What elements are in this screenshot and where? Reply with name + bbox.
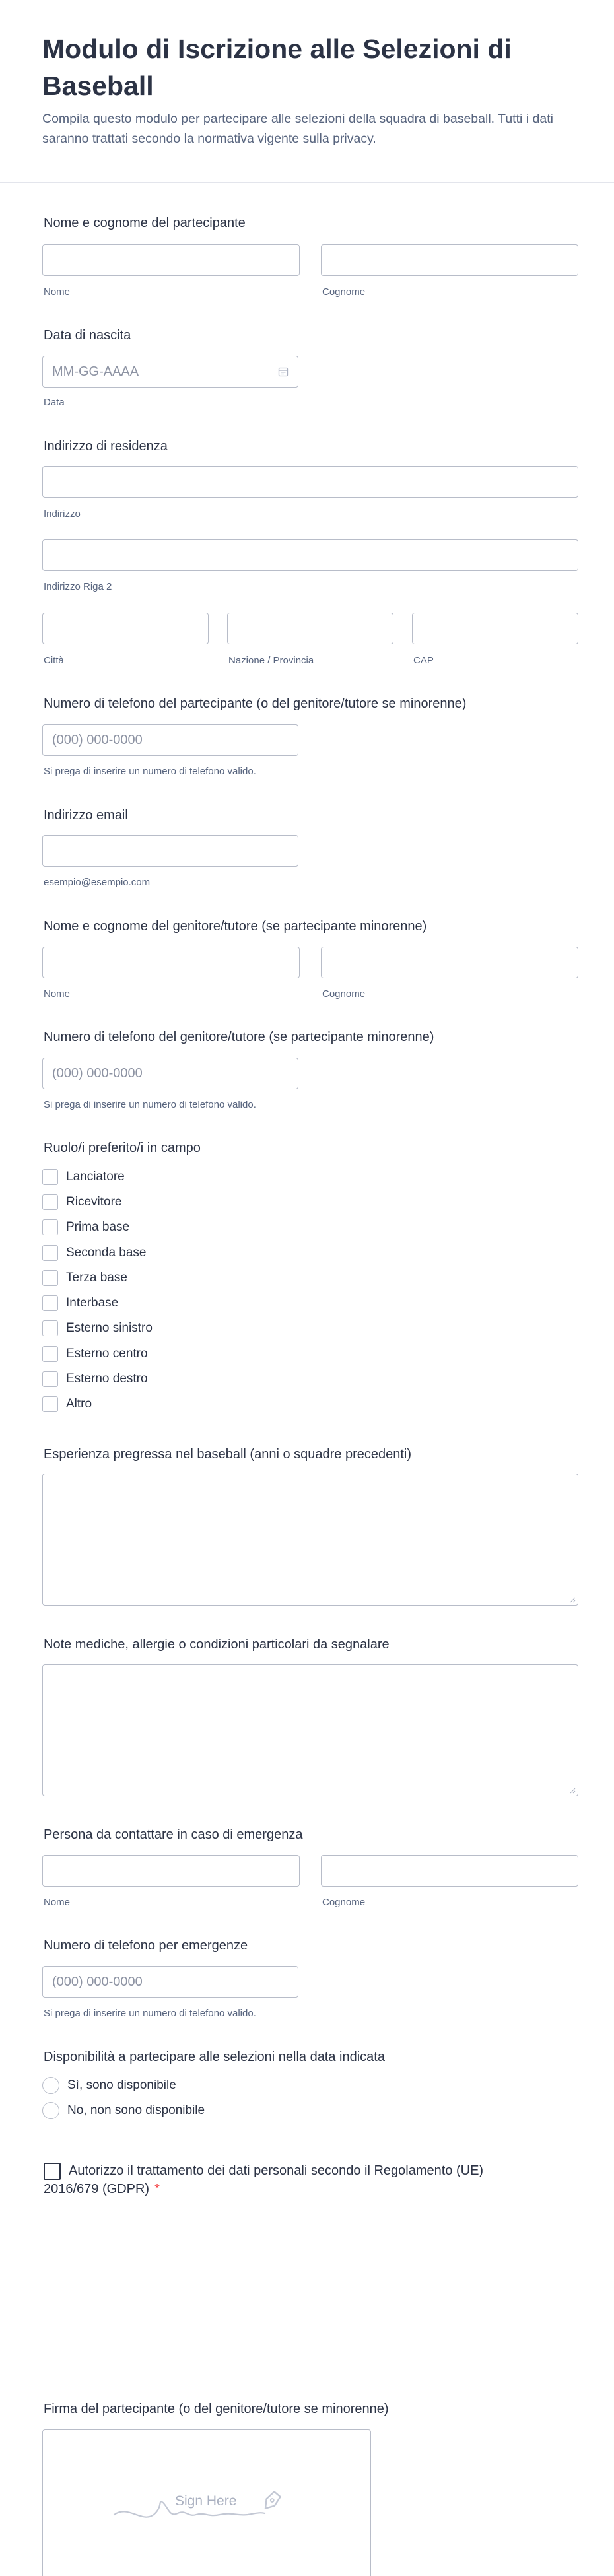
role-option-label: Ricevitore: [66, 1195, 122, 1209]
birth-date-label: Data di nascita: [44, 328, 131, 343]
address-label: Indirizzo di residenza: [44, 439, 168, 454]
emergency-phone-placeholder: (000) 000-0000: [52, 1975, 143, 1989]
participant-phone-label: Numero di telefono del partecipante (o del genitore/tutore se minorenne): [44, 696, 467, 711]
birth-date-sublabel: Data: [44, 397, 65, 408]
role-option-label: Seconda base: [66, 1246, 147, 1260]
role-option-label: Lanciatore: [66, 1170, 125, 1184]
birth-date-input[interactable]: [42, 356, 298, 388]
participant-first-name-sublabel: Nome: [44, 287, 71, 298]
state-sublabel: Nazione / Provincia: [228, 655, 314, 666]
role-checkbox[interactable]: [42, 1169, 58, 1185]
state-input[interactable]: [227, 613, 393, 644]
guardian-first-name-sublabel: Nome: [44, 988, 71, 1000]
email-input[interactable]: [42, 835, 298, 867]
resize-handle-icon[interactable]: [569, 1787, 576, 1794]
role-checkbox[interactable]: [42, 1270, 58, 1286]
form-subtitle: Compila questo modulo per partecipare alle selezioni della squadra di baseball. Tutti i dati saranno trattati secondo la normativa vigente sulla privacy.: [42, 112, 553, 146]
role-checkbox[interactable]: [42, 1320, 58, 1336]
address-line1-sublabel: Indirizzo: [44, 508, 81, 520]
availability-radio[interactable]: [42, 2102, 59, 2119]
resize-handle-icon[interactable]: [569, 1596, 576, 1603]
experience-label: Esperienza pregressa nel baseball (anni o squadre precedenti): [44, 1447, 412, 1462]
roles-label: Ruolo/i preferito/i in campo: [44, 1141, 201, 1155]
participant-first-name-input[interactable]: [42, 244, 300, 276]
emergency-first-name-sublabel: Nome: [44, 1897, 71, 1908]
emergency-contact-label: Persona da contattare in caso di emergenza: [44, 1827, 303, 1842]
participant-name-label: Nome e cognome del partecipante: [44, 216, 246, 230]
guardian-last-name-sublabel: Cognome: [322, 988, 366, 1000]
guardian-phone-label: Numero di telefono del genitore/tutore (se partecipante minorenne): [44, 1030, 434, 1044]
guardian-phone-input[interactable]: [42, 1058, 298, 1089]
zip-sublabel: CAP: [413, 655, 434, 666]
gdpr-consent-text: [44, 2161, 532, 2198]
emergency-first-name-input[interactable]: [42, 1855, 300, 1887]
signature-pad[interactable]: [42, 2429, 371, 2576]
role-option-label: Altro: [66, 1397, 92, 1411]
role-checkbox[interactable]: [42, 1371, 58, 1387]
experience-textarea[interactable]: [42, 1474, 578, 1606]
address-line2-sublabel: Indirizzo Riga 2: [44, 581, 112, 592]
role-checkbox[interactable]: [42, 1194, 58, 1210]
participant-phone-placeholder: (000) 000-0000: [52, 733, 143, 747]
guardian-last-name-input[interactable]: [321, 947, 578, 978]
city-input[interactable]: [42, 613, 209, 644]
role-option-label: Terza base: [66, 1271, 127, 1285]
form-title: Modulo di Iscrizione alle Selezioni di Baseball: [42, 34, 512, 101]
role-checkbox[interactable]: [42, 1219, 58, 1235]
role-checkbox[interactable]: [42, 1245, 58, 1261]
address-line2-input[interactable]: [42, 539, 578, 571]
participant-last-name-input[interactable]: [321, 244, 578, 276]
signature-placeholder: Sign Here: [175, 2493, 237, 2509]
guardian-name-label: Nome e cognome del genitore/tutore (se partecipante minorenne): [44, 919, 427, 933]
role-option-label: Esterno centro: [66, 1347, 148, 1361]
role-option-label: Interbase: [66, 1296, 119, 1310]
email-label: Indirizzo email: [44, 808, 128, 823]
medical-textarea[interactable]: [42, 1664, 578, 1796]
role-checkbox[interactable]: [42, 1295, 58, 1311]
medical-label: Note mediche, allergie o condizioni particolari da segnalare: [44, 1637, 390, 1652]
required-mark: *: [154, 2182, 160, 2196]
zip-input[interactable]: [412, 613, 578, 644]
address-line1-input[interactable]: [42, 466, 578, 498]
guardian-phone-placeholder: (000) 000-0000: [52, 1066, 143, 1081]
guardian-phone-hint: Si prega di inserire un numero di telefono valido.: [44, 1099, 256, 1110]
participant-phone-input[interactable]: [42, 724, 298, 756]
availability-option-label: No, non sono disponibile: [67, 2103, 205, 2117]
availability-label: Disponibilità a partecipare alle selezioni nella data indicata: [44, 2050, 385, 2064]
availability-radio[interactable]: [42, 2077, 59, 2094]
calendar-icon[interactable]: [278, 366, 289, 377]
availability-option-label: Sì, sono disponibile: [67, 2078, 176, 2092]
emergency-phone-hint: Si prega di inserire un numero di telefono valido.: [44, 2008, 256, 2019]
role-option-label: Prima base: [66, 1220, 130, 1234]
birth-date-placeholder: MM-GG-AAAA: [52, 364, 139, 379]
gdpr-consent-label: Autorizzo il trattamento dei dati personali secondo il Regolamento (UE) 2016/679 (GDPR): [44, 2163, 484, 2196]
signature-label: Firma del partecipante (o del genitore/tutore se minorenne): [44, 2402, 389, 2416]
role-option-label: Esterno sinistro: [66, 1321, 153, 1335]
role-checkbox[interactable]: [42, 1346, 58, 1362]
city-sublabel: Città: [44, 655, 64, 666]
emergency-phone-input[interactable]: [42, 1966, 298, 1998]
participant-phone-hint: Si prega di inserire un numero di telefono valido.: [44, 766, 256, 777]
participant-last-name-sublabel: Cognome: [322, 287, 366, 298]
role-option-label: Esterno destro: [66, 1372, 148, 1386]
guardian-first-name-input[interactable]: [42, 947, 300, 978]
emergency-last-name-input[interactable]: [321, 1855, 578, 1887]
email-hint: esempio@esempio.com: [44, 877, 151, 888]
emergency-phone-label: Numero di telefono per emergenze: [44, 1938, 248, 1953]
emergency-last-name-sublabel: Cognome: [322, 1897, 366, 1908]
role-checkbox[interactable]: [42, 1396, 58, 1412]
form-header: [0, 0, 614, 183]
